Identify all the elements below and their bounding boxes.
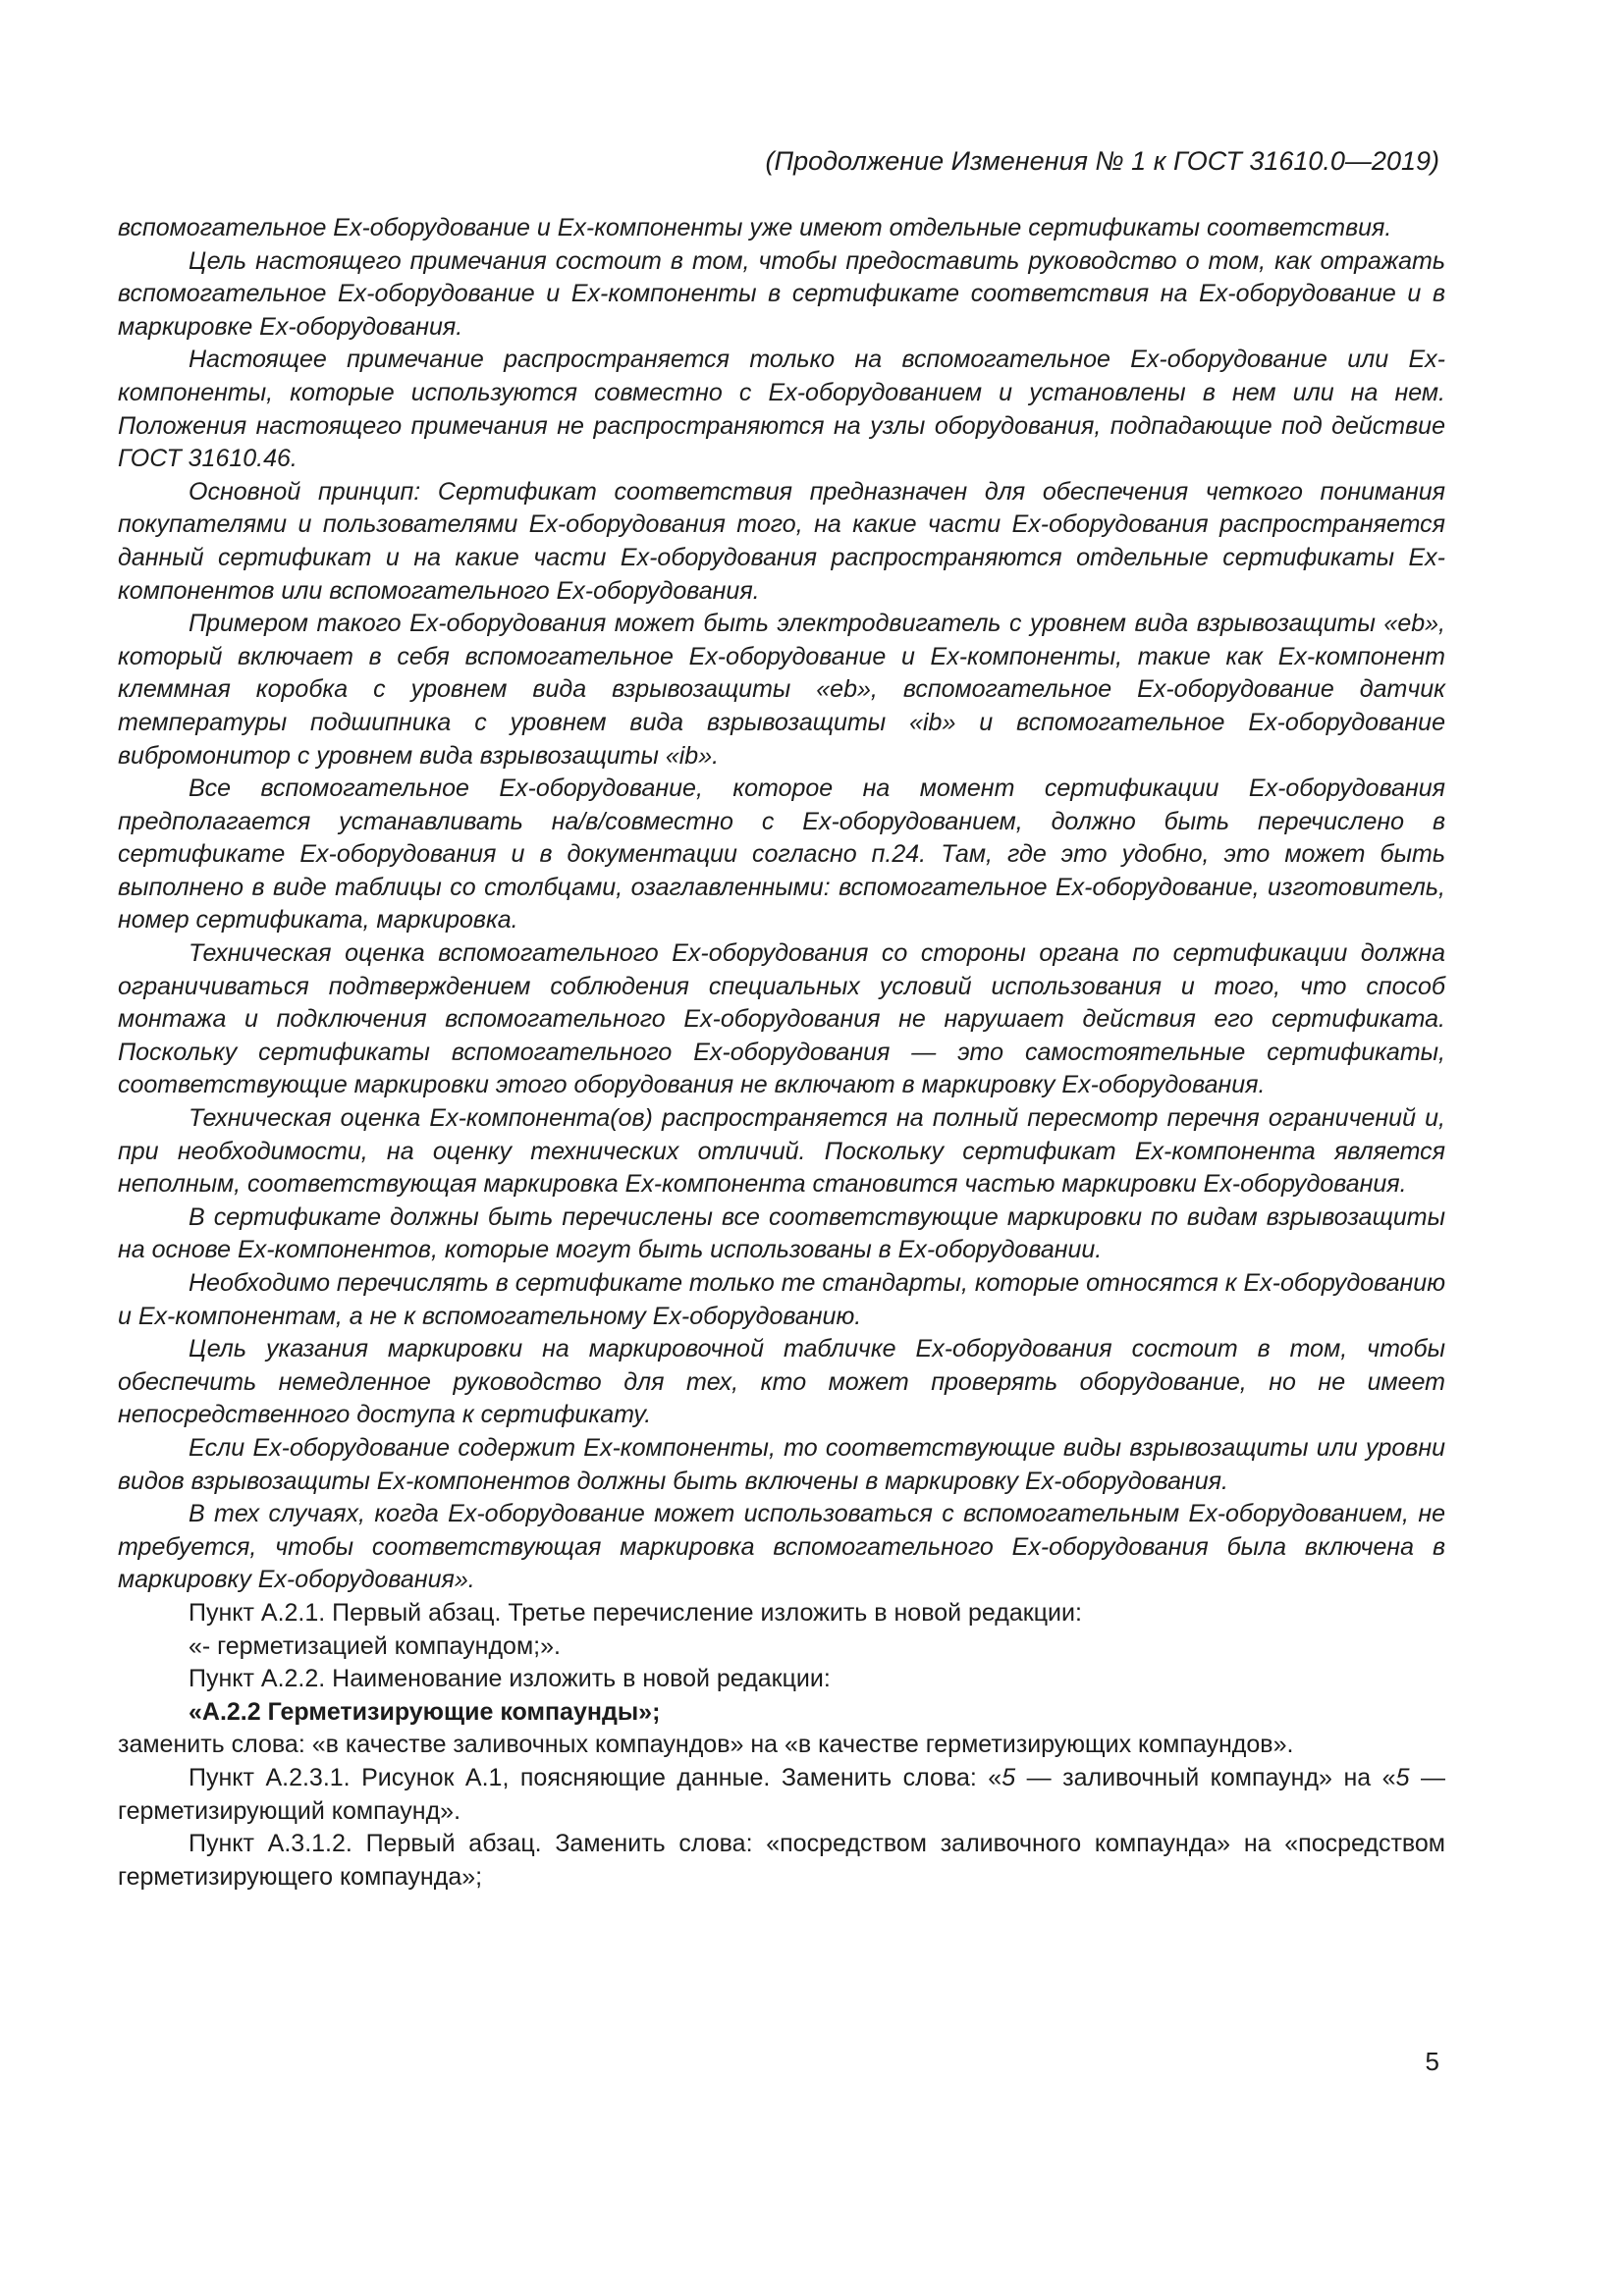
text-run: — заливочный компаунд» на « [1015,1763,1396,1791]
paragraph [118,1762,1445,1828]
paragraph: В тех случаях, когда Ex-оборудование может использоваться с вспомогательным Ex-оборудованием, не требуется, чтобы соответствующая маркировка вспомогательного Ex-оборудования была включена в маркировку Ex-оборудования». [118,1500,1445,1594]
paragraph: заменить слова: «в качестве заливочных компаундов» на «в качестве герметизирующих компаундов». [118,1731,1294,1759]
paragraph: Основной принцип: Сертификат соответствия предназначен для обеспечения четкого понимания покупателями и пользователями Ex-оборудования того, на какие части Ex-оборудования распространяется данный сертификат и на какие части Ex-оборудования распространяются отдельные сертификаты Ex-компонентов или вспомогательного Ex-оборудования. [118,477,1445,605]
legend-number: 5 [1001,1763,1016,1791]
page-number: 5 [1425,2047,1439,2076]
section-heading: «А.2.2 Герметизирующие компаунды»; [189,1697,661,1726]
paragraph: Пункт А.2.1. Первый абзац. Третье перечисление изложить в новой редакции: [189,1598,1082,1627]
paragraph: Все вспомогательное Ex-оборудование, которое на момент сертификации Ex-оборудования предполагается устанавливать на/в/совместно с Ex-оборудованием, должно быть перечислено в сертификате Ex-оборудования и в документации согласно п.24. Там, где это удобно, это может быть выполнено в виде таблицы со столбцами, озаглавленными: вспомогательное Ex-оборудование, изготовитель, номер сертификата, маркировка. [118,774,1445,934]
paragraph: Примером такого Ex-оборудования может быть электродвигатель с уровнем вида взрывозащиты «eb», который включает в себя вспомогательное Ex-оборудование и Ex-компоненты, такие как Ex-компонент клеммная коробка с уровнем вида взрывозащиты «eb», вспомогательное Ex-оборудование датчик температуры подшипника с уровнем вида взрывозащиты «ib» и вспомогательное Ex-оборудование вибромонитор с уровнем вида взрывозащиты «ib». [118,610,1445,770]
paragraph: Необходимо перечислять в сертификате только те стандарты, которые относятся к Ex-оборудованию и Ex-компонентам, а не к вспомогательному Ex-оборудованию. [118,1269,1446,1330]
paragraph: вспомогательное Ex-оборудование и Ex-компоненты уже имеют отдельные сертификаты соответствия. [118,214,1392,241]
text-run: Пункт А.2.3.1. Рисунок А.1, поясняющие данные. Заменить слова: « [189,1763,1002,1791]
legend-number: 5 [1395,1763,1410,1791]
paragraph: Цель настоящего примечания состоит в том, чтобы предоставить руководство о том, как отражать вспомогательное Ex-оборудование и Ex-компоненты в сертификате соответствия на Ex-оборудование и в маркировке Ex-оборудования. [118,246,1445,341]
paragraph: Техническая оценка вспомогательного Ex-оборудования со стороны органа по сертификации должна ограничиваться подтверждением соблюдения специальных условий использования и того, что способ монтажа и подключения вспомогательного Ex-оборудования не нарушает действия его сертификата. Поскольку сертификаты вспомогательного Ex-оборудования — это самостоятельные сертификаты, соответствующие маркировки этого оборудования не включают в маркировку Ex-оборудования. [118,939,1445,1099]
paragraph: «- герметизацией компаундом;». [189,1631,561,1660]
document-body [118,212,1445,1894]
paragraph: Настоящее примечание распространяется только на вспомогательное Ex-оборудование или Ex-компоненты, которые используются совместно с Ex-оборудованием и установлены в нем или на нем. Положения настоящего примечания не распространяются на узлы оборудования, подпадающие под действие ГОСТ 31610.46. [118,346,1445,473]
paragraph: Пункт А.2.2. Наименование изложить в новой редакции: [189,1665,831,1693]
paragraph: В сертификате должны быть перечислены все соответствующие маркировки по видам взрывозащиты на основе Ex-компонентов, которые могут быть использованы в Ex-оборудовании. [118,1202,1445,1264]
running-header: (Продолжение Изменения № 1 к ГОСТ 31610.0—2019) [765,146,1439,176]
paragraph: Цель указания маркировки на маркировочной табличке Ex-оборудования состоит в том, чтобы обеспечить немедленное руководство для тех, кто может проверять оборудование, но не имеет непосредственного доступа к сертификату. [118,1335,1445,1429]
paragraph: Техническая оценка Ex-компонента(ов) распространяется на полный пересмотр перечня ограничений и, при необходимости, на оценку технических отличий. Поскольку сертификат Ex-компонента является неполным, соответствующая маркировка Ex-компонента становится частью маркировки Ex-оборудования. [118,1104,1445,1199]
paragraph: Если Ex-оборудование содержит Ex-компоненты, то соответствующие виды взрывозащиты или уровни видов взрывозащиты Ex-компонентов должны быть включены в маркировку Ex-оборудования. [118,1433,1445,1495]
paragraph: Пункт А.3.1.2. Первый абзац. Заменить слова: «посредством заливочного компаунда» на «посредством герметизирующего компаунда»; [118,1830,1445,1891]
text-run: — герметизирующий компаунд». [118,1763,1445,1825]
